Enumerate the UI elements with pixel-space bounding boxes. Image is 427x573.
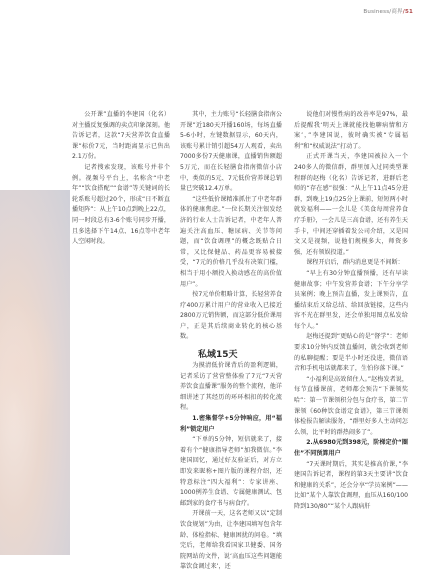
subsection-heading: 1.密集督学+5分钟响应，用“福利”锁定用户 [180,415,282,433]
paragraph: 其中，主力账号“长轻膳食指南公开课”近180天开播160场，每场直播5-6小时，左键数据显示，60天内，该账号累计销引超54万人观看，卖出7000多份7天健康课，直播销售额超5万元，而在长轻膳食指南微信小店中，类似的5元、7元低价营养课总销量已突破12.4万单。 [180,111,282,193]
paragraph: 说他们对慢性病的改善率是97%，最后提醒我‘明天上课就能找他聊病情和方案’，”李建国说，彼时确实被“专属福利”和“权威说法”打动了。 [294,111,408,150]
paragraph: “小福利是高效留住人。”赵梅发者说，每节直播课前，老师都会预告“下课领奖哈”：第一节课领积分包与食疗书，第二节课领《60种饮食谱定食谱》，第三节课领体检报告解读服务，“群里好多人主动问怎么领，比平时的群热闹多了”。 [294,375,408,436]
subsection-heading: 2.从6980元到398元，阶梯定价“圈住”不同预算用户 [294,439,408,457]
column-3 [294,110,408,513]
paragraph: 开课前一天，这名老师又以“定制饮食规划”为由，让李建国填写包含年龄、体检指标、健康困扰的问卷。“填完后，老师给我看国家卫健委、国务院网站的文件，说‘高血压这些问题能靠饮食调过来’，还 [180,510,282,571]
paragraph: 为摸清低价课背后的盈利逻辑，记者采访了营营整体验了7元“7天营养饮食直播课”服务的整个流程，他详细讲述了其经历的环环相扣的转化流程。 [180,362,282,412]
paragraph: 正式开课当天，李建国被拉入一个240多人的微信群，群里加入过同类型课程群的赵梅（化名）告诉记者，进群后老师的“存在感”很强：“从上午11点45分进群，到晚上19点25分上课前，短短两小时就发福利——一会儿是《美食每周营养食疗手册》，一会儿是三高食谱，还有养生天手卡，中间还穿插着发公司介绍，又是国文又是视频，说他们规模多大，师资多强，还有领娱投道。” [294,153,408,256]
paragraph: 按7元单价粗略计算，长轻营养食疗400万累计用户的营业收入已接近2800万元销售额，而这部分低价课用户，正是其后续商业转化的核心基数。 [180,291,282,341]
paragraph: 赵梅还提到“更贴心的是”督学”：老师要求10分钟内反馈直播问，就会收到老师的私聊提醒；要是半小时还没进，微信语音和手机电话就都来了，生怕你落下课。” [294,333,408,373]
page-header [363,7,413,15]
photo-overlay [0,300,60,440]
paragraph: “下单的5分钟，短信就来了，接着有个“健康指导老师”加我微信。”李建国回忆，通过好友验证后，对方立即发来昵称+图片版的课程介绍，还特意标注“四大福利”：专家讲座、1000例养生食谱、专属健康测试、包邮到家的食疗书与病食疗。 [180,436,282,507]
column-2 [180,110,282,573]
paragraph: “7天课时期后，其实是推高价课，”李建国告诉记者，课程的第3天主要讲“饮食和健康的关系”，还会分享“学员案例”——比如“某个人靠饮食调理，血压从160/100降到130/80”“某个人跟病肝 [294,460,408,510]
column-1 [72,110,170,248]
paragraph: 课程开启后，群内消息更是不间断： [306,259,404,267]
section-heading: 私域15天 [198,350,238,361]
header-section: Business/商界 [363,9,403,15]
paragraph: “这些低价课精准抓住了中老年群体的健康焦虑。”一位长期关注银发经济的行业人士告诉记者，中老年人普遍关注高血压、糖尿病、关节等问题，而“饮食调理”的概念既贴合日常，又比保健品、药品更容易被接受，“7元的价格几乎没有决策门槛，相当于用小额投入换动感在的高价值用户”。 [180,195,282,288]
paragraph: 记者搜索发现，该账号并非个例。视频号平台上，名称含“中老年”“饮食搭配”“食谱”等关键词的长轮系账号超过20个，形成“日不断直播矩阵”：从上午10点到晚上22点，同一时段总有3-6个账号同步开播，且多选择下午14点、16点等中老年人空闲时段。 [72,163,170,246]
paragraph: 公开课”直播的李建国（化名）对主播反复强调的卖点印象深刻。他告诉记者，这款“7天营养饮食直播课”标价7元，当时距离显示已售出2.1万份。 [72,111,170,161]
paragraph: “早上有30分钟直播预播，还有早读健康故事；中午发营养食谱；下午分享学员案例；晚上预告直播，发上课预告，直播结束后又给总结、给回放链接，这些内容不光在群里发，还会单独用图点私发给每个人。” [294,269,408,330]
page-number: /51 [402,9,413,15]
